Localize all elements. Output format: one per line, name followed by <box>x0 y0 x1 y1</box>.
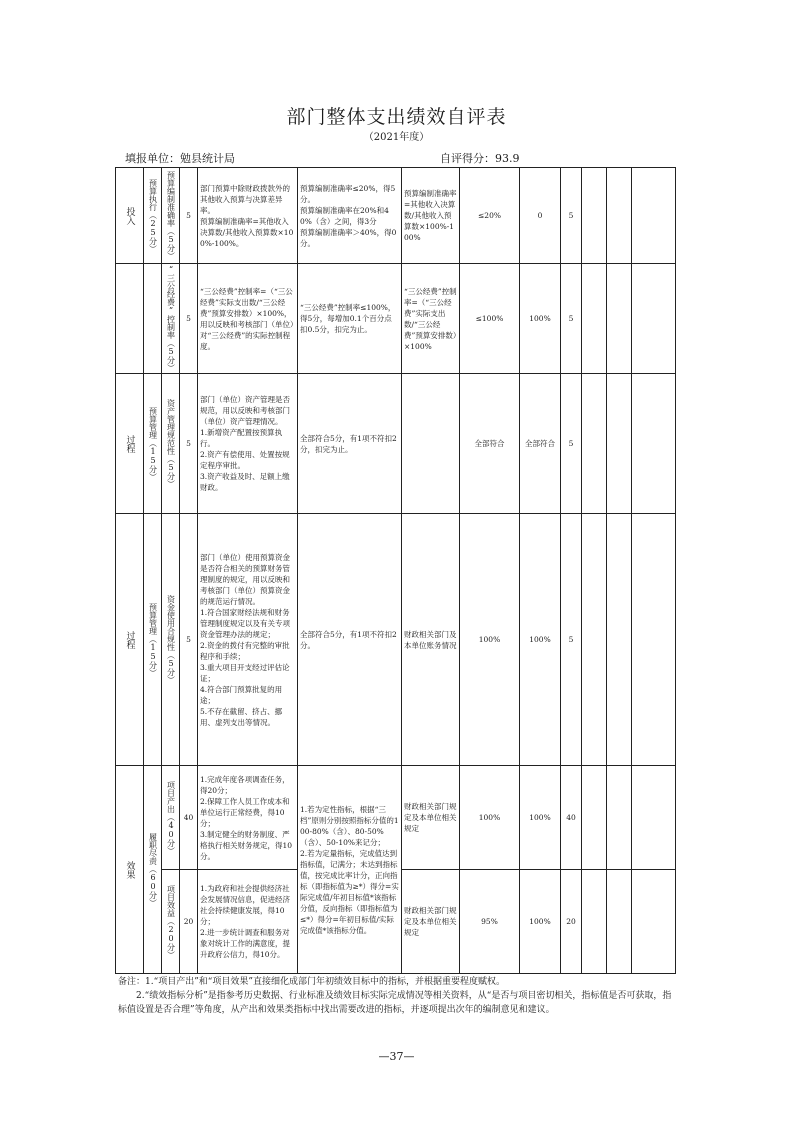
score-cell: 5 <box>561 264 582 374</box>
weight-cell: 40 <box>180 766 198 870</box>
evaluation-table <box>115 167 676 974</box>
actual-value: 100% <box>520 870 561 974</box>
level3-cell: 资产管理规范性（5分） <box>166 399 176 488</box>
actual-value: 100% <box>520 766 561 870</box>
level2-cell: 预算执行（25分） <box>148 178 158 253</box>
score-cell: 5 <box>561 374 582 514</box>
target-value: ≤20% <box>460 168 520 264</box>
self-score <box>440 150 520 166</box>
weight-cell: 20 <box>180 870 198 974</box>
scoring-standard: 1.若为定性指标，根据“三档”原则分别按照指标分值的100-80%（含）、80-50%（含）、50-10%来记分； 2.若为定量指标，完成值达到指标值，记满分；未达到指标值，按完成比率计分，正向指标（即指标值为≥*）得分=实际完成值/年初目标值*该指标分值，反向指标（即指标值为≤*）得分=年初目标值/实际完成值*该指标分值。 <box>298 766 402 974</box>
target-value: 100% <box>460 766 520 870</box>
reporting-unit <box>125 150 235 166</box>
indicator-desc: 1.为政府和社会提供经济社会发展情况信息，促进经济社会持续健康发展，得10分； 2.进一步统计调查和服务对象对统计工作的满意度，提升政府公信力，得10分。 <box>198 870 298 974</box>
actual-value: 0 <box>520 168 561 264</box>
table-row <box>116 264 676 374</box>
data-source: 财政相关部门及本单位账务情况 <box>402 514 460 766</box>
target-value: 全部符合 <box>460 374 520 514</box>
indicator-desc: “三公经费”控制率=（“三公经费”实际支出数/“三公经费”预算安排数）×100%，用以反映和考核部门（单位）对“三公经费”的实际控制程度。 <box>198 264 298 374</box>
scoring-standard: 全部符合5分，有1项不符扣2分，扣完为止。 <box>298 374 402 514</box>
score-cell: 5 <box>561 514 582 766</box>
scoring-standard: 全部符合5分，有1项不符扣2分。 <box>298 514 402 766</box>
data-source: 财政相关部门规定及本单位相关规定 <box>402 870 460 974</box>
level1-cell: 过程 <box>124 630 135 649</box>
note-2: 2.“绩效指标分析”是指参考历史数据、行业标准及绩效目标实际完成情况等相关资料，从“是否与项目密切相关，指标值是否可获取，指标值设置是否合理”等角度，从产出和效果类指标中找出需要改进的指标，并逐项提出次年的编制意见和建议。 <box>118 991 672 1015</box>
target-value: 95% <box>460 870 520 974</box>
page-number: —37— <box>378 1050 415 1063</box>
scoring-standard: 预算编制准确率≤20%，得5分。 预算编制准确率在20%和40%（含）之间，得3分 预算编制准确率＞40%，得0分。 <box>298 168 402 264</box>
level1-cell: 投入 <box>124 206 135 225</box>
level1-cell: 效果 <box>124 860 135 879</box>
weight-cell: 5 <box>180 514 198 766</box>
data-source: 预算编制准确率=其他收入决算数/其他收入预算数×100%-100% <box>402 168 460 264</box>
indicator-desc: 1.完成年度各项调查任务，得20分； 2.保障工作人员工作成本和单位运行正常经费，得10分； 3.制定健全的财务制度、严格执行相关财务规定，得10分。 <box>198 766 298 870</box>
level1-cell: 过程 <box>124 434 135 453</box>
table-row <box>116 374 676 514</box>
level2-cell: 预算管理（15分） <box>148 406 158 481</box>
page-title: 部门整体支出绩效自评表 <box>286 106 507 128</box>
weight-cell: 5 <box>180 168 198 264</box>
note-1: 备注：1.“项目产出”和“项目效果”直接细化成部门年初绩效目标中的指标，并根据重要程度赋权。 <box>118 977 505 987</box>
scoring-standard: “三公经费”控制率≤100%，得5分，每增加0.1个百分点扣0.5分，扣完为止。 <box>298 264 402 374</box>
score-value: 93.9 <box>495 152 520 165</box>
table-row <box>116 168 676 264</box>
score-cell: 5 <box>561 168 582 264</box>
level3-cell: 预算编制准确率（5分） <box>166 171 176 260</box>
indicator-desc: 部门（单位）资产管理是否规范，用以反映和考核部门（单位）资产管理情况。 1.新增资产配置按预算执行。 2.资产有偿使用、处置按规定程序审批。 3.资产收益及时、足额上缴财政。 <box>198 374 298 514</box>
table-row <box>116 514 676 766</box>
data-source <box>402 374 460 514</box>
actual-value: 全部符合 <box>520 374 561 514</box>
weight-cell: 5 <box>180 264 198 374</box>
score-label: 自评得分： <box>440 152 495 165</box>
score-cell: 40 <box>561 766 582 870</box>
target-value: 100% <box>460 514 520 766</box>
indicator-desc: 部门预算中除财政拨款外的其他收入预算与决算差异率。 预算编制准确率=其他收入决算数/其他收入预算数×100%-100%。 <box>198 168 298 264</box>
report-year: （2021年度） <box>363 132 430 143</box>
unit-value: 勉县统计局 <box>180 152 235 165</box>
score-cell: 20 <box>561 870 582 974</box>
data-source: 财政相关部门规定及本单位相关规定 <box>402 766 460 870</box>
indicator-desc: 部门（单位）使用预算资金是否符合相关的预算财务管理制度的规定，用以反映和考核部门（单位）预算资金的规范运行情况。 1.符合国家财经法规和财务管理制度规定以及有关专项资金管理办法的规定； 2.资金的拨付有完整的审批程序和手续； 3.重大项目开支经过评估论证； 4.符合部门预算批复的用途； 5.不存在截留、挤占、挪用、虚列支出等情况。 <box>198 514 298 766</box>
actual-value: 100% <box>520 264 561 374</box>
level3-cell: “三公经费”控制率（5分） <box>166 265 176 372</box>
level3-cell: 资金使用合规性（5分） <box>166 595 176 684</box>
actual-value: 100% <box>520 514 561 766</box>
notes <box>118 975 678 1017</box>
level3-cell: 项目效益（20分） <box>166 884 176 959</box>
data-source: “三公经费”控制率=（“三公经费”实际支出数/“三公经费”预算安排数）×100% <box>402 264 460 374</box>
weight-cell: 5 <box>180 374 198 514</box>
target-value: ≤100% <box>460 264 520 374</box>
level3-cell: 项目产出（40分） <box>166 780 176 855</box>
table-row <box>116 766 676 870</box>
level2-cell: 预算管理（15分） <box>148 602 158 677</box>
level2-cell: 履职尽责（60分） <box>148 832 158 907</box>
unit-label: 填报单位： <box>125 152 180 165</box>
